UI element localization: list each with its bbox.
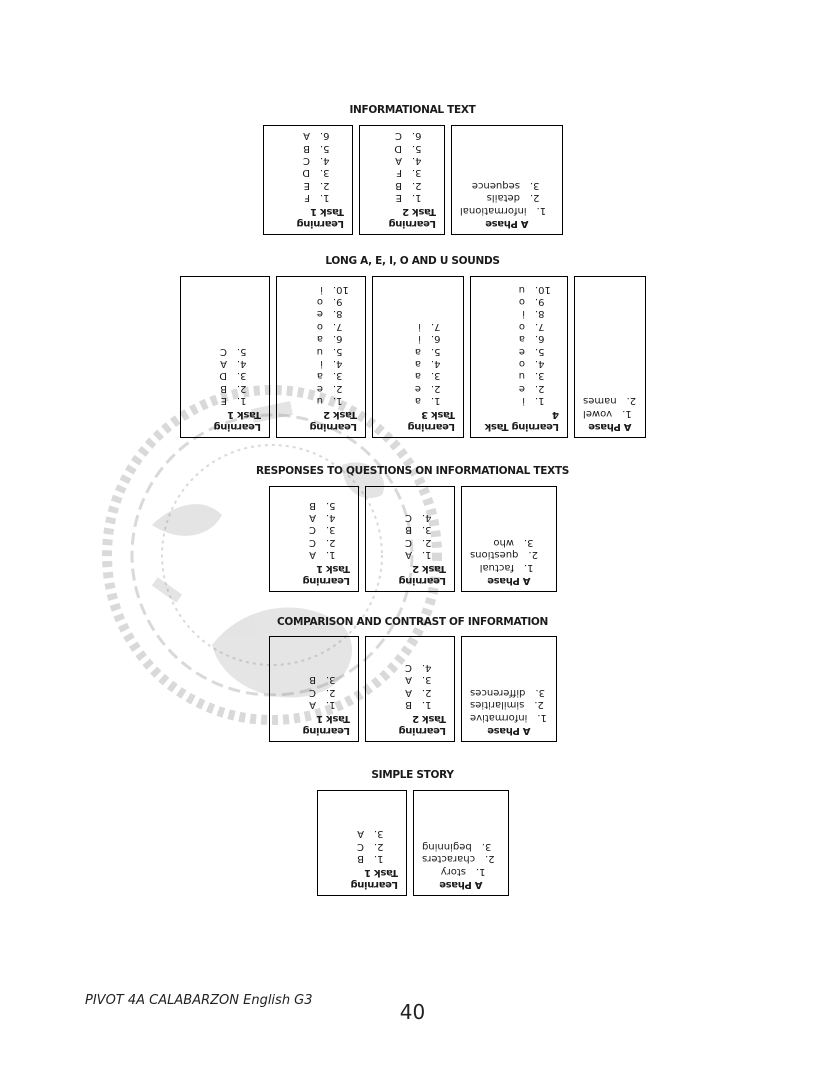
box-heading: Learning Task 2 <box>398 712 446 736</box>
list-item: 2. C <box>356 840 384 852</box>
list-item: 5. B <box>308 499 336 511</box>
list-item: 10. i <box>319 283 349 295</box>
list-item: 6. a <box>316 333 343 345</box>
answer-row-comparison-and-contrast <box>0 636 825 742</box>
answer-box-a-phase <box>413 790 509 896</box>
list-item: 3. u <box>518 370 545 382</box>
list-item: 2. e <box>414 382 441 394</box>
answer-box-learning-task-1 <box>317 790 407 896</box>
answer-box-learning-task-2 <box>276 276 366 438</box>
box-heading: Learning Task 4 <box>484 408 559 432</box>
list-item: 2. details <box>486 192 540 204</box>
answer-box-learning-task-2 <box>365 636 455 742</box>
section-title-simple-story: SIMPLE STORY <box>371 769 454 781</box>
box-heading: Learning Task 1 <box>302 562 350 586</box>
box-heading: Learning Task 2 <box>309 408 357 432</box>
box-heading: Learning Task 1 <box>296 205 344 229</box>
list-item: 1. u <box>316 395 343 407</box>
page-number: 40 <box>399 1000 426 1024</box>
list-item: 3. F <box>395 167 422 179</box>
list-item: 6. A <box>302 130 330 142</box>
list-item: 1. informational <box>459 204 546 216</box>
answer-row-long-vowel-sounds <box>0 276 825 438</box>
list-item: 3. who <box>492 536 534 548</box>
list-item: 2. B <box>219 382 247 394</box>
list-item: 6. C <box>394 130 422 142</box>
box-heading: A Phase <box>484 218 529 229</box>
list-item: 9. o <box>316 295 343 307</box>
answer-box-learning-task-1 <box>269 486 359 592</box>
answer-row-informational-text <box>0 125 825 235</box>
list-item: 1. B <box>404 699 432 711</box>
answer-box-learning-task-1 <box>263 125 353 235</box>
list-item: 7. o <box>316 320 343 332</box>
box-heading: A Phase <box>486 725 531 736</box>
list-item: 1. F <box>303 192 330 204</box>
list-item: 2. C <box>308 686 336 698</box>
answer-box-learning-task-3 <box>372 276 464 438</box>
footer-module-title: PIVOT 4A CALABARZON English G3 <box>85 993 313 1008</box>
list-item: 2. C <box>308 536 336 548</box>
list-item: 1. a <box>414 395 441 407</box>
list-item: 5. B <box>302 142 330 154</box>
section-title-comparison-and-contrast: COMPARISON AND CONTRAST OF INFORMATION <box>276 616 549 628</box>
list-item: 4. C <box>302 154 330 166</box>
answer-box-learning-task-4 <box>470 276 568 438</box>
list-item: 3. C <box>308 524 336 536</box>
section-title-informational-text: INFORMATIONAL TEXT <box>349 104 476 116</box>
list-item: 1. E <box>220 395 247 407</box>
answer-box-a-phase <box>461 486 557 592</box>
list-item: 3. differences <box>469 686 545 698</box>
list-item: 1. E <box>395 192 422 204</box>
list-item: 2. E <box>303 179 330 191</box>
list-item: 7. o <box>518 320 545 332</box>
list-item: 1. story <box>440 865 486 877</box>
list-item: 1. factual <box>479 561 534 573</box>
list-item: 2. characters <box>421 853 495 865</box>
list-item: 5. a <box>414 345 441 357</box>
answer-box-a-phase <box>461 636 557 742</box>
list-item: 2. A <box>404 686 432 698</box>
answer-row-responses-to-questions <box>0 486 825 592</box>
list-item: 5. D <box>393 142 422 154</box>
list-item: 1. informative <box>469 711 547 723</box>
box-heading: Learning Task 2 <box>388 205 436 229</box>
list-item: 1. A <box>404 549 432 561</box>
list-item: 1. A <box>308 549 336 561</box>
answer-box-learning-task-2 <box>359 125 445 235</box>
answer-row-simple-story <box>0 790 825 896</box>
list-item: 5. e <box>518 345 545 357</box>
list-item: 3. B <box>404 524 432 536</box>
section-title-long-vowel-sounds: LONG A, E, I, O AND U SOUNDS <box>325 255 500 267</box>
list-item: 3. a <box>316 370 343 382</box>
list-item: 2. e <box>518 382 545 394</box>
list-item: 6. i <box>417 333 441 345</box>
box-heading: Learning Task 1 <box>350 866 398 890</box>
list-item: 4. o <box>518 357 545 369</box>
list-item: 9. o <box>518 295 545 307</box>
list-item: 4. C <box>404 661 432 673</box>
list-item: 2. similarities <box>469 699 544 711</box>
list-item: 4. A <box>394 154 422 166</box>
list-item: 3. sequence <box>471 179 540 191</box>
list-item: 8. e <box>316 308 343 320</box>
list-item: 8. i <box>521 308 545 320</box>
box-heading: A Phase <box>587 421 632 432</box>
box-heading: Learning Task 1 <box>213 408 261 432</box>
answer-box-learning-task-1 <box>180 276 270 438</box>
list-item: 1. A <box>308 699 336 711</box>
list-item: 1. vowel <box>582 407 632 419</box>
box-heading: A Phase <box>486 575 531 586</box>
list-item: 4. A <box>219 357 247 369</box>
answer-box-a-phase <box>574 276 646 438</box>
list-item: 5. C <box>219 345 247 357</box>
list-item: 2. questions <box>469 549 538 561</box>
list-item: 2. e <box>316 382 343 394</box>
list-item: 3. A <box>356 828 384 840</box>
list-item: 2. B <box>394 179 422 191</box>
box-heading: Learning Task 2 <box>398 562 446 586</box>
list-item: 3. a <box>414 370 441 382</box>
list-item: 3. D <box>218 370 247 382</box>
list-item: 2. names <box>582 395 636 407</box>
list-item: 3. A <box>404 674 432 686</box>
answer-box-learning-task-1 <box>269 636 359 742</box>
list-item: 3. D <box>301 167 330 179</box>
list-item: 3. beginning <box>421 840 491 852</box>
list-item: 5. u <box>316 345 343 357</box>
box-heading: Learning Task 1 <box>302 712 350 736</box>
list-item: 1. B <box>356 853 384 865</box>
list-item: 4. A <box>308 511 336 523</box>
list-item: 2. C <box>404 536 432 548</box>
answer-box-a-phase <box>451 125 563 235</box>
answer-box-learning-task-2 <box>365 486 455 592</box>
box-heading: A Phase <box>438 879 483 890</box>
box-heading: Learning Task 3 <box>407 408 455 432</box>
list-item: 10. u <box>518 283 551 295</box>
list-item: 7. i <box>417 320 441 332</box>
list-item: 6. a <box>518 333 545 345</box>
list-item: 4. C <box>404 511 432 523</box>
section-title-responses-to-questions: RESPONSES TO QUESTIONS ON INFORMATIONAL TEXTS <box>255 465 570 477</box>
list-item: 4. i <box>319 357 343 369</box>
list-item: 4. a <box>414 357 441 369</box>
list-item: 1. i <box>521 395 545 407</box>
list-item: 3. B <box>308 674 336 686</box>
